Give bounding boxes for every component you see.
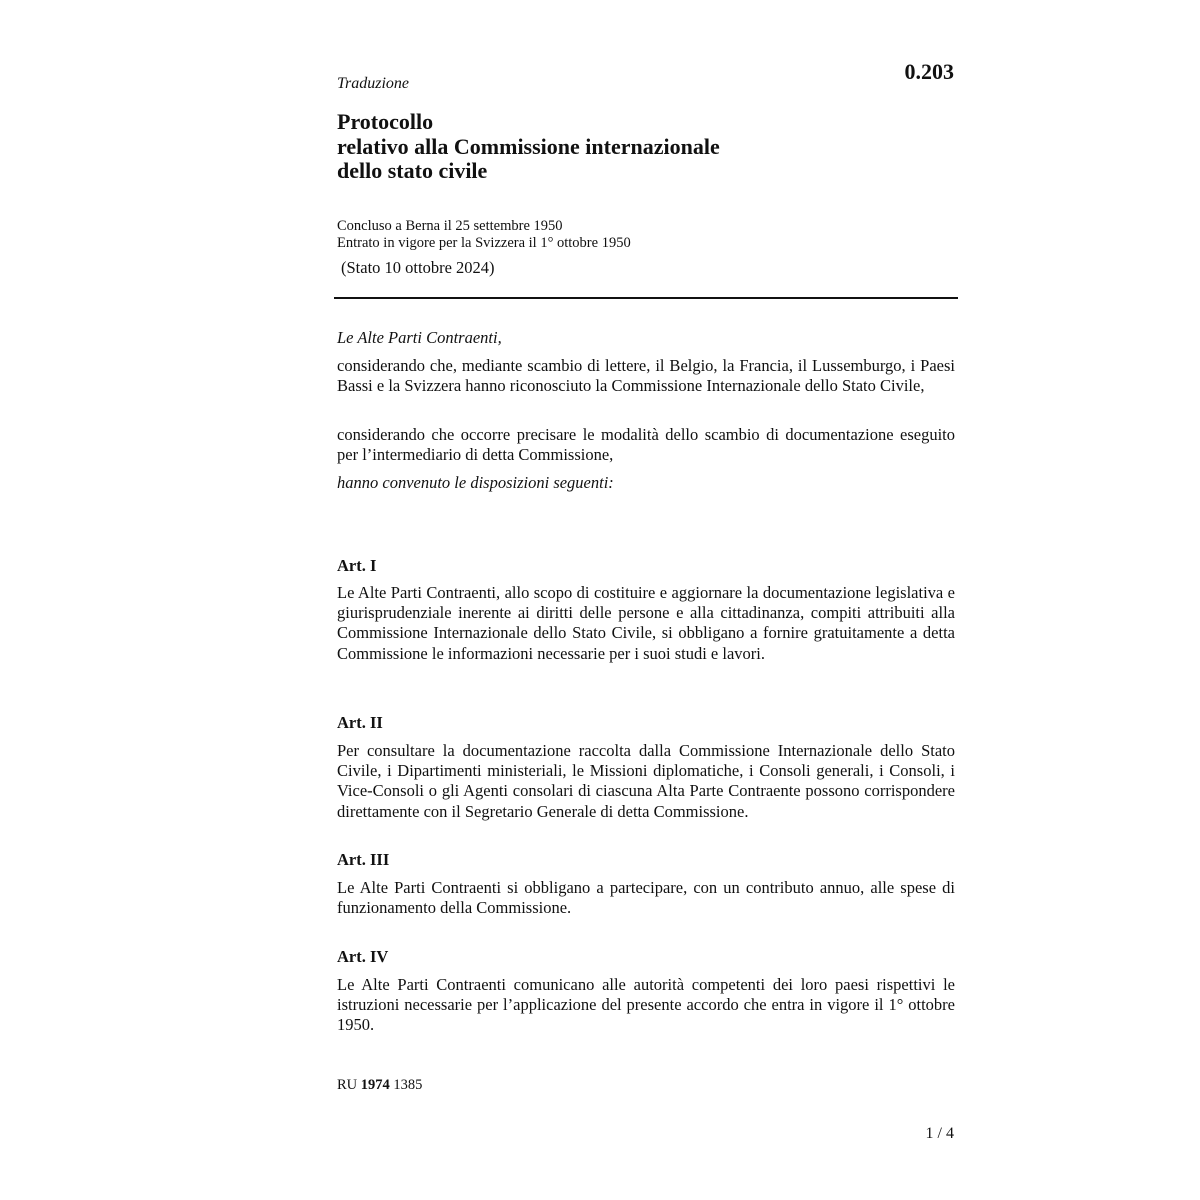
article-4-heading: Art. IV <box>337 947 389 966</box>
ru-prefix: RU <box>337 1077 358 1093</box>
article-2-heading: Art. II <box>337 713 383 732</box>
article-1-heading: Art. I <box>337 556 377 575</box>
official-compilation-reference <box>337 1076 955 1094</box>
page-number: 1 / 4 <box>925 1125 954 1142</box>
ru-year: 1974 <box>360 1077 390 1093</box>
title-line-3: dello stato civile <box>337 158 488 183</box>
concluded-date: Concluso a Berna il 25 settembre 1950 <box>337 218 563 234</box>
title-line-1: Protocollo <box>337 109 434 134</box>
document-title <box>337 110 955 184</box>
sr-number: 0.203 <box>904 59 954 84</box>
preamble-agreed: hanno convenuto le disposizioni seguenti: <box>337 473 614 492</box>
entry-into-force-date: Entrato in vigore per la Svizzera il 1° ottobre 1950 <box>337 235 631 251</box>
article-2-text: Per consultare la documentazione raccolta dalla Commissione Internazionale dello Stato Civile, i Dipartimenti ministeriali, le Missioni diplomatiche, i Consoli generali, i Consoli, i Vice-Consoli o gli Agenti consolari di ciascuna Alta Parte Contraente possono corrispondere direttamente con il Segretario Generale di detta Commissione. <box>337 741 955 821</box>
article-1-text: Le Alte Parti Contraenti, allo scopo di costituire e aggiornare la documentazione legislativa e giurisprudenziale inerente ai diritti delle persone e alla cittadinanza, compiti attribuiti alla Commissione Internazionale dello Stato Civile, si obbligano a fornire gratuitamente a detta Commissione le informazioni necessarie per i suoi studi e lavori. <box>337 583 955 663</box>
preamble-considering-1: considerando che, mediante scambio di lettere, il Belgio, la Francia, il Lussemburgo, i Paesi Bassi e la Svizzera hanno riconosciuto la Commissione Internazionale dello Stato Civile, <box>337 356 955 396</box>
title-line-2: relativo alla Commissione internazionale <box>337 133 720 159</box>
ru-page: 1385 <box>393 1077 423 1093</box>
header-divider <box>334 297 958 299</box>
article-3-heading: Art. III <box>337 850 390 869</box>
preamble-parties: Le Alte Parti Contraenti, <box>337 328 502 347</box>
article-3-text: Le Alte Parti Contraenti si obbligano a partecipare, con un contributo annuo, alle spese di funzionamento della Commissione. <box>337 878 955 918</box>
conclusion-info <box>337 218 955 252</box>
status-date: (Stato 10 ottobre 2024) <box>341 258 495 277</box>
article-4-text: Le Alte Parti Contraenti comunicano alle autorità competenti dei loro paesi rispettivi le istruzioni necessarie per l’applicazione del presente accordo che entra in vigore il 1° ottobre 1950. <box>337 975 955 1035</box>
preamble-considering-2: considerando che occorre precisare le modalità dello scambio di documentazione eseguito per l’intermediario di detta Commissione, <box>337 425 955 465</box>
translation-label: Traduzione <box>337 75 410 92</box>
